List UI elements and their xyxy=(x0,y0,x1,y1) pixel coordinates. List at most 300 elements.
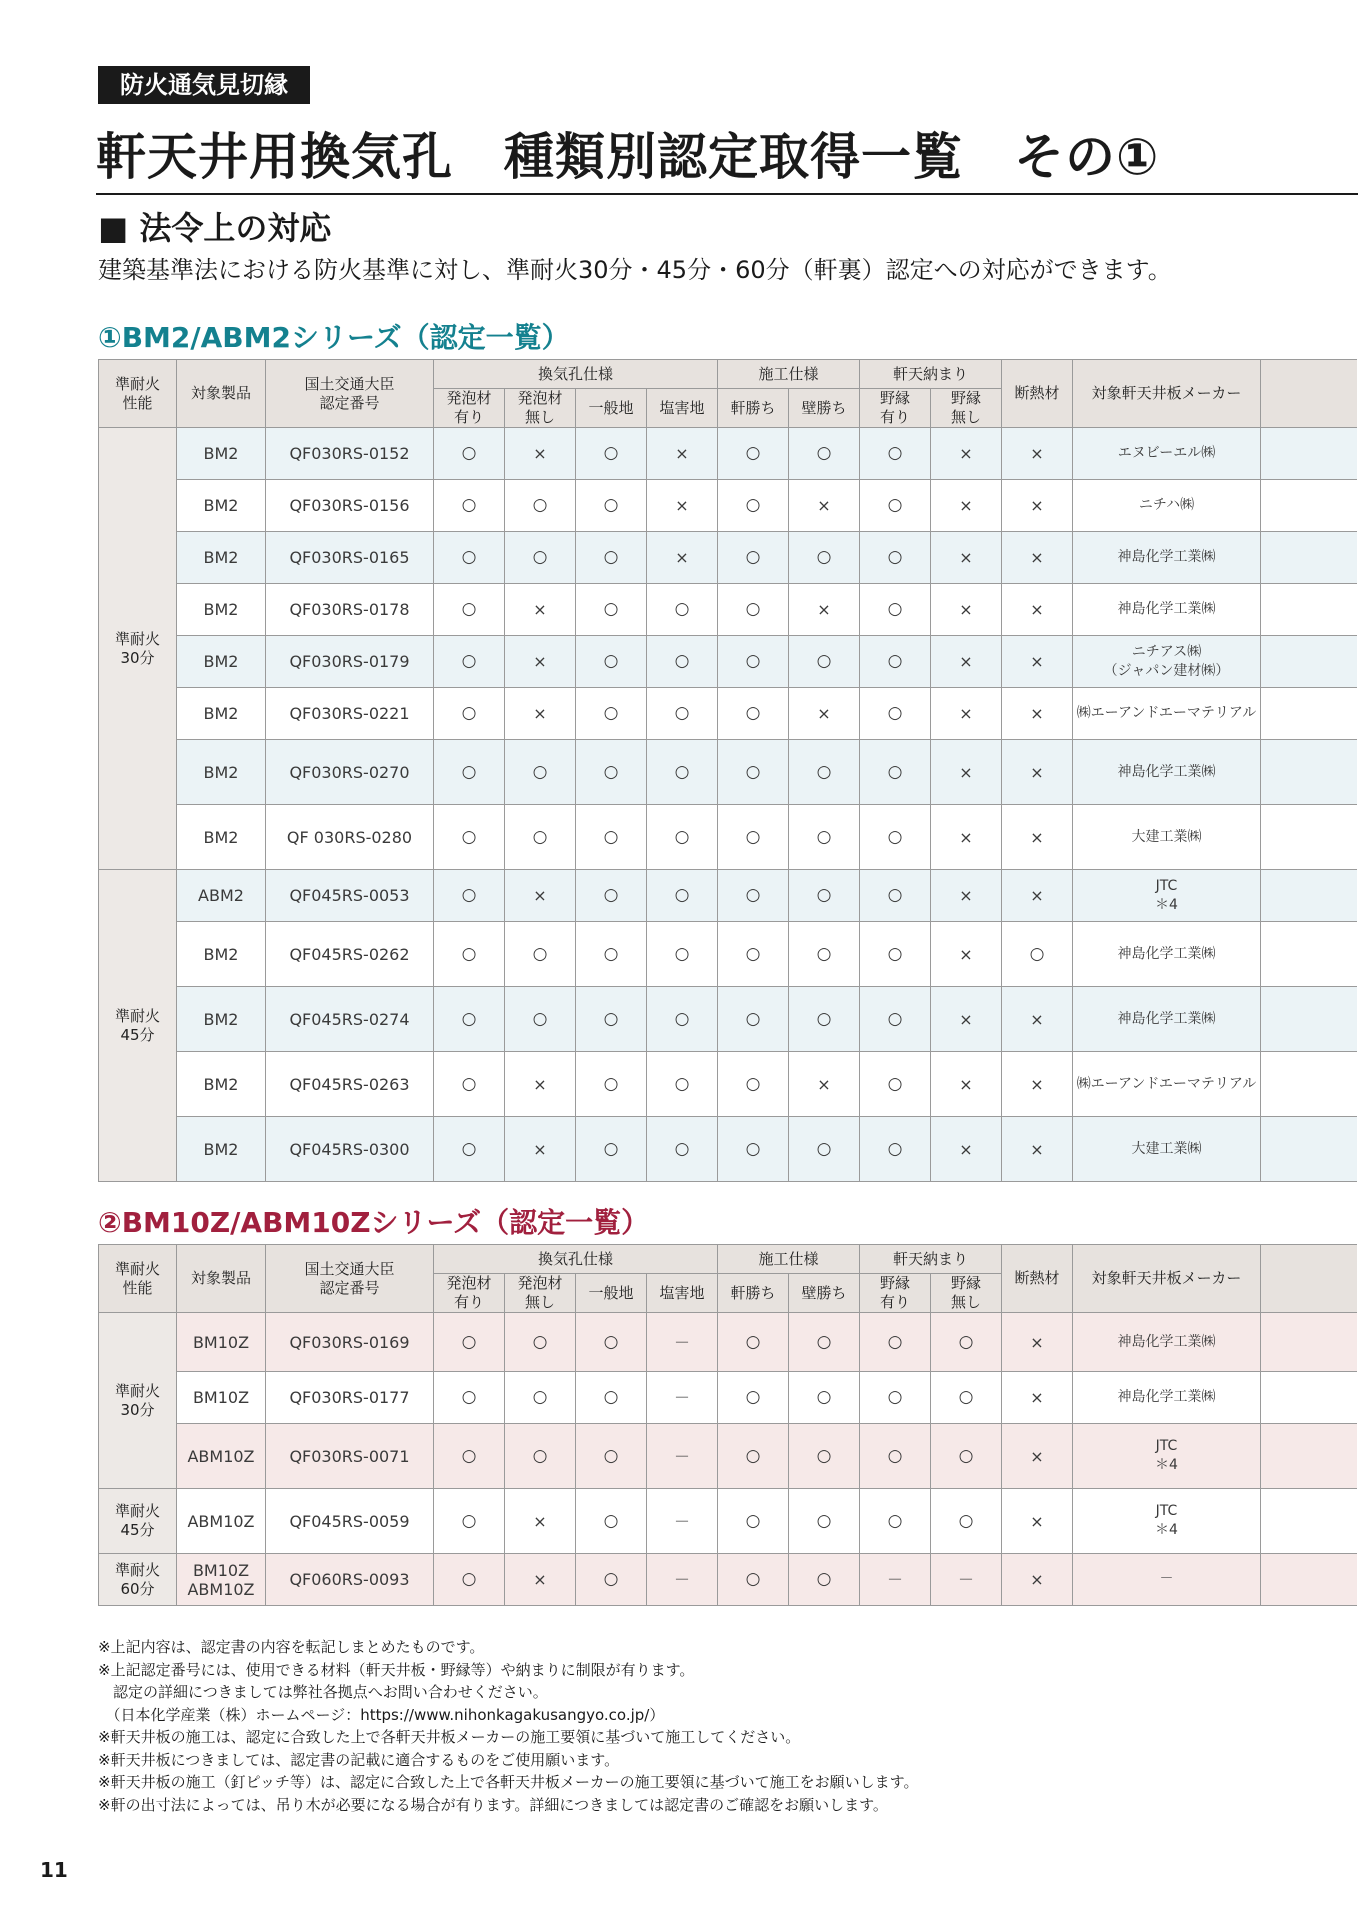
header-salt-area: 塩害地 xyxy=(647,1274,718,1313)
product-cell: BM2 xyxy=(177,987,266,1052)
spec-mark-cell: ○ xyxy=(434,870,505,922)
spec-mark-cell: × xyxy=(1002,1489,1073,1554)
spec-mark-cell: ○ xyxy=(505,1424,576,1489)
spec-mark-cell: ○ xyxy=(434,1489,505,1554)
maker-cell: 神島化学工業㈱ xyxy=(1073,1313,1261,1372)
spec-mark-cell: ○ xyxy=(718,987,789,1052)
table-row xyxy=(99,1489,1357,1554)
spec-mark-cell: × xyxy=(1002,1554,1073,1606)
spec-mark-cell: ○ xyxy=(505,1313,576,1372)
header-vent-spec: 換気孔仕様 xyxy=(434,360,718,389)
page-number: 11 xyxy=(40,1858,68,1882)
maker-cell: ㈱エーアンドエーマテリアル xyxy=(1073,1052,1261,1117)
header-approval-number: 国土交通大臣 認定番号 xyxy=(266,360,434,428)
blank-cell xyxy=(1261,1372,1357,1424)
spec-mark-cell: ○ xyxy=(931,1489,1002,1554)
header-construction-spec: 施工仕様 xyxy=(718,1245,860,1274)
approval-number-cell: QF045RS-0263 xyxy=(266,1052,434,1117)
note-line: ※軒天井板の施工は、認定に合致した上で各軒天井板メーカーの施工要領に基づいて施工してください。 xyxy=(98,1728,801,1746)
spec-mark-cell: × xyxy=(931,870,1002,922)
maker-cell: JTC ＊4 xyxy=(1073,1489,1261,1554)
product-cell: BM2 xyxy=(177,1052,266,1117)
spec-mark-cell: ○ xyxy=(718,480,789,532)
blank-cell xyxy=(1261,1052,1357,1117)
note-line: 認定の詳細につきましては弊社各拠点へお問い合わせください。 xyxy=(98,1683,548,1701)
spec-mark-cell: ○ xyxy=(860,688,931,740)
product-cell: ABM10Z xyxy=(177,1424,266,1489)
spec-mark-cell: ○ xyxy=(576,532,647,584)
spec-mark-cell: ○ xyxy=(576,922,647,987)
spec-mark-cell: ○ xyxy=(860,870,931,922)
spec-mark-cell: ○ xyxy=(576,870,647,922)
product-cell: BM2 xyxy=(177,1117,266,1182)
spec-mark-cell: ○ xyxy=(718,1117,789,1182)
table2-body xyxy=(99,1313,1357,1606)
maker-cell: JTC ＊4 xyxy=(1073,870,1261,922)
spec-mark-cell: ○ xyxy=(434,1424,505,1489)
blank-cell xyxy=(1261,636,1357,688)
blank-cell xyxy=(1261,1424,1357,1489)
spec-mark-cell: ○ xyxy=(505,532,576,584)
spec-mark-cell: ○ xyxy=(860,532,931,584)
header-approval-number: 国土交通大臣 認定番号 xyxy=(266,1245,434,1313)
spec-mark-cell: ○ xyxy=(647,688,718,740)
maker-cell: 神島化学工業㈱ xyxy=(1073,922,1261,987)
product-cell: ABM10Z xyxy=(177,1489,266,1554)
performance-group-label: 準耐火 30分 xyxy=(99,1313,177,1489)
spec-mark-cell: － xyxy=(647,1313,718,1372)
spec-mark-cell: ○ xyxy=(434,584,505,636)
spec-mark-cell: ○ xyxy=(576,1313,647,1372)
spec-mark-cell: ○ xyxy=(860,636,931,688)
spec-mark-cell: ○ xyxy=(647,636,718,688)
spec-mark-cell: × xyxy=(1002,1052,1073,1117)
approval-number-cell: QF030RS-0178 xyxy=(266,584,434,636)
spec-mark-cell: ○ xyxy=(789,532,860,584)
blank-cell xyxy=(1261,987,1357,1052)
table-row xyxy=(99,428,1357,480)
blank-cell xyxy=(1261,688,1357,740)
spec-mark-cell: ○ xyxy=(718,922,789,987)
table-row xyxy=(99,1117,1357,1182)
blank-cell xyxy=(1261,740,1357,805)
product-cell: BM2 xyxy=(177,428,266,480)
approval-number-cell: QF045RS-0059 xyxy=(266,1489,434,1554)
spec-mark-cell: ○ xyxy=(434,805,505,870)
maker-cell: － xyxy=(1073,1554,1261,1606)
spec-mark-cell: ○ xyxy=(789,636,860,688)
maker-cell: 大建工業㈱ xyxy=(1073,1117,1261,1182)
spec-mark-cell: × xyxy=(505,1117,576,1182)
spec-mark-cell: × xyxy=(789,480,860,532)
blank-cell xyxy=(1261,1313,1357,1372)
spec-mark-cell: ○ xyxy=(860,1424,931,1489)
spec-mark-cell: × xyxy=(789,584,860,636)
header-eaves-first: 軒勝ち xyxy=(718,1274,789,1313)
spec-mark-cell: × xyxy=(1002,688,1073,740)
spec-mark-cell: × xyxy=(647,480,718,532)
spec-mark-cell: ○ xyxy=(789,1554,860,1606)
header-wall-first: 壁勝ち xyxy=(789,389,860,428)
product-cell: ABM2 xyxy=(177,870,266,922)
spec-mark-cell: ○ xyxy=(434,1313,505,1372)
blank-cell xyxy=(1261,1554,1357,1606)
approval-number-cell: QF030RS-0179 xyxy=(266,636,434,688)
table1-body xyxy=(99,428,1357,1182)
page-title: 軒天井用換気孔 種類別認定取得一覧 その① xyxy=(96,128,1160,186)
maker-cell: ニチアス㈱ （ジャパン建材㈱） xyxy=(1073,636,1261,688)
spec-mark-cell: ○ xyxy=(789,1313,860,1372)
spec-mark-cell: × xyxy=(931,688,1002,740)
spec-mark-cell: ○ xyxy=(789,428,860,480)
spec-mark-cell: × xyxy=(931,740,1002,805)
blank-cell xyxy=(1261,870,1357,922)
approval-number-cell: QF030RS-0152 xyxy=(266,428,434,480)
product-cell: BM2 xyxy=(177,922,266,987)
spec-mark-cell: － xyxy=(647,1424,718,1489)
header-performance: 準耐火 性能 xyxy=(99,1245,177,1313)
approval-number-cell: QF030RS-0221 xyxy=(266,688,434,740)
product-cell: BM2 xyxy=(177,480,266,532)
blank-cell xyxy=(1261,805,1357,870)
spec-mark-cell: ○ xyxy=(718,1372,789,1424)
spec-mark-cell: × xyxy=(1002,1117,1073,1182)
approval-number-cell: QF030RS-0169 xyxy=(266,1313,434,1372)
spec-mark-cell: ○ xyxy=(576,1117,647,1182)
header-ceiling-finish: 軒天納まり xyxy=(860,360,1002,389)
spec-mark-cell: ○ xyxy=(647,740,718,805)
blank-cell xyxy=(1261,532,1357,584)
approval-number-cell: QF030RS-0071 xyxy=(266,1424,434,1489)
spec-mark-cell: － xyxy=(931,1554,1002,1606)
spec-mark-cell: ○ xyxy=(718,870,789,922)
spec-mark-cell: － xyxy=(647,1554,718,1606)
maker-cell: 神島化学工業㈱ xyxy=(1073,1372,1261,1424)
table-row xyxy=(99,688,1357,740)
note-line: ※上記内容は、認定書の内容を転記しまとめたものです。 xyxy=(98,1638,485,1656)
product-cell: BM2 xyxy=(177,584,266,636)
spec-mark-cell: × xyxy=(505,428,576,480)
spec-mark-cell: ○ xyxy=(789,870,860,922)
spec-mark-cell: ○ xyxy=(860,480,931,532)
spec-mark-cell: ○ xyxy=(434,1554,505,1606)
table-row xyxy=(99,870,1357,922)
maker-cell: 神島化学工業㈱ xyxy=(1073,740,1261,805)
note-line: ※軒の出寸法によっては、吊り木が必要になる場合が有ります。詳細につきましては認定書のご確認をお願いします。 xyxy=(98,1795,888,1814)
maker-cell: エヌビーエル㈱ xyxy=(1073,428,1261,480)
spec-mark-cell: ○ xyxy=(718,1052,789,1117)
spec-mark-cell: ○ xyxy=(718,688,789,740)
blank-cell xyxy=(1261,480,1357,532)
approval-number-cell: QF045RS-0053 xyxy=(266,870,434,922)
spec-mark-cell: ○ xyxy=(576,740,647,805)
spec-mark-cell: ○ xyxy=(434,1372,505,1424)
spec-mark-cell: × xyxy=(1002,870,1073,922)
approval-number-cell: QF045RS-0274 xyxy=(266,987,434,1052)
table-row xyxy=(99,584,1357,636)
spec-mark-cell: ○ xyxy=(434,428,505,480)
spec-mark-cell: ○ xyxy=(505,805,576,870)
spec-mark-cell: ○ xyxy=(647,922,718,987)
spec-mark-cell: ○ xyxy=(647,870,718,922)
spec-mark-cell: ○ xyxy=(434,1052,505,1117)
header-maker: 対象軒天井板メーカー xyxy=(1073,1245,1261,1313)
category-tag: 防火通気見切縁 xyxy=(98,66,310,104)
spec-mark-cell: ○ xyxy=(789,740,860,805)
header-wall-first: 壁勝ち xyxy=(789,1274,860,1313)
performance-group-label: 準耐火 30分 xyxy=(99,428,177,870)
product-cell: BM10Z xyxy=(177,1372,266,1424)
product-cell: BM2 xyxy=(177,805,266,870)
approval-number-cell: QF030RS-0156 xyxy=(266,480,434,532)
spec-mark-cell: ○ xyxy=(860,1052,931,1117)
header-general-area: 一般地 xyxy=(576,1274,647,1313)
header-construction-spec: 施工仕様 xyxy=(718,360,860,389)
table1-header xyxy=(99,360,1357,428)
spec-mark-cell: ○ xyxy=(718,1489,789,1554)
header-salt-area: 塩害地 xyxy=(647,389,718,428)
spec-mark-cell: ○ xyxy=(860,1313,931,1372)
spec-mark-cell: ○ xyxy=(789,922,860,987)
performance-group-label: 準耐火 60分 xyxy=(99,1554,177,1606)
table2-header xyxy=(99,1245,1357,1313)
spec-mark-cell: × xyxy=(931,1117,1002,1182)
spec-mark-cell: ○ xyxy=(718,740,789,805)
performance-group-label: 準耐火 45分 xyxy=(99,1489,177,1554)
header-insulation: 断熱材 xyxy=(1002,360,1073,428)
spec-mark-cell: ○ xyxy=(789,987,860,1052)
blank-cell xyxy=(1261,1117,1357,1182)
title-divider xyxy=(96,193,1358,195)
spec-mark-cell: ○ xyxy=(434,532,505,584)
note-line: （日本化学産業（株）ホームページ：https://www.nihonkagakusangyo.co.jp/） xyxy=(98,1705,665,1724)
spec-mark-cell: ○ xyxy=(576,987,647,1052)
spec-mark-cell: ○ xyxy=(718,1313,789,1372)
spec-mark-cell: × xyxy=(505,688,576,740)
header-general-area: 一般地 xyxy=(576,389,647,428)
blank-cell xyxy=(1261,428,1357,480)
spec-mark-cell: × xyxy=(931,805,1002,870)
spec-mark-cell: × xyxy=(1002,584,1073,636)
header-edge-no: 野縁 無し xyxy=(931,1274,1002,1313)
section-lead: 建築基準法における防火基準に対し、準耐火30分・45分・60分（軒裏）認定への対応ができます。 xyxy=(98,256,1172,284)
spec-mark-cell: × xyxy=(505,1052,576,1117)
spec-mark-cell: × xyxy=(647,428,718,480)
spec-mark-cell: ○ xyxy=(576,480,647,532)
maker-cell: JTC ＊4 xyxy=(1073,1424,1261,1489)
header-eaves-first: 軒勝ち xyxy=(718,389,789,428)
header-foam-no: 発泡材 無し xyxy=(505,1274,576,1313)
spec-mark-cell: ○ xyxy=(434,987,505,1052)
spec-mark-cell: ○ xyxy=(576,1052,647,1117)
spec-mark-cell: × xyxy=(1002,636,1073,688)
header-product: 対象製品 xyxy=(177,1245,266,1313)
spec-mark-cell: ○ xyxy=(576,688,647,740)
spec-mark-cell: ○ xyxy=(647,805,718,870)
spec-mark-cell: ○ xyxy=(718,805,789,870)
table-row xyxy=(99,1424,1357,1489)
bm10z-approval-table xyxy=(98,1244,1357,1606)
table-row xyxy=(99,1052,1357,1117)
spec-mark-cell: － xyxy=(647,1372,718,1424)
spec-mark-cell: ○ xyxy=(860,805,931,870)
section-heading: ■ 法令上の対応 xyxy=(98,209,332,247)
note-line: ※軒天井板につきましては、認定書の記載に適合するものをご使用願います。 xyxy=(98,1750,620,1769)
spec-mark-cell: ○ xyxy=(789,1117,860,1182)
spec-mark-cell: ○ xyxy=(434,480,505,532)
table-row xyxy=(99,922,1357,987)
spec-mark-cell: ○ xyxy=(434,740,505,805)
product-cell: BM10Z xyxy=(177,1313,266,1372)
spec-mark-cell: ○ xyxy=(718,1554,789,1606)
spec-mark-cell: × xyxy=(1002,1313,1073,1372)
spec-mark-cell: ○ xyxy=(434,1117,505,1182)
table-row xyxy=(99,805,1357,870)
spec-mark-cell: ○ xyxy=(789,1424,860,1489)
approval-number-cell: QF030RS-0177 xyxy=(266,1372,434,1424)
header-edge-yes: 野縁 有り xyxy=(860,1274,931,1313)
spec-mark-cell: ○ xyxy=(505,987,576,1052)
spec-mark-cell: ○ xyxy=(860,922,931,987)
spec-mark-cell: ○ xyxy=(718,1424,789,1489)
spec-mark-cell: ○ xyxy=(718,532,789,584)
spec-mark-cell: ○ xyxy=(860,1489,931,1554)
spec-mark-cell: ○ xyxy=(789,1489,860,1554)
spec-mark-cell: ○ xyxy=(505,480,576,532)
spec-mark-cell: ○ xyxy=(576,1372,647,1424)
header-vent-spec: 換気孔仕様 xyxy=(434,1245,718,1274)
maker-cell: ㈱エーアンドエーマテリアル xyxy=(1073,688,1261,740)
spec-mark-cell: × xyxy=(1002,987,1073,1052)
table1-title: ①BM2/ABM2シリーズ（認定一覧） xyxy=(98,321,570,354)
maker-cell: ニチハ㈱ xyxy=(1073,480,1261,532)
spec-mark-cell: ○ xyxy=(860,1372,931,1424)
note-line: ※上記認定番号には、使用できる材料（軒天井板・野縁等）や納まりに制限が有ります。 xyxy=(98,1660,695,1679)
spec-mark-cell: × xyxy=(1002,428,1073,480)
spec-mark-cell: × xyxy=(505,1554,576,1606)
spec-mark-cell: ○ xyxy=(718,428,789,480)
spec-mark-cell: ○ xyxy=(931,1424,1002,1489)
approval-number-cell: QF030RS-0165 xyxy=(266,532,434,584)
spec-mark-cell: × xyxy=(1002,805,1073,870)
maker-cell: 神島化学工業㈱ xyxy=(1073,987,1261,1052)
spec-mark-cell: × xyxy=(931,987,1002,1052)
spec-mark-cell: × xyxy=(931,428,1002,480)
approval-number-cell: QF030RS-0270 xyxy=(266,740,434,805)
table-row xyxy=(99,532,1357,584)
header-blank xyxy=(1261,1245,1357,1313)
approval-number-cell: QF060RS-0093 xyxy=(266,1554,434,1606)
spec-mark-cell: ○ xyxy=(860,740,931,805)
spec-mark-cell: ○ xyxy=(647,584,718,636)
spec-mark-cell: × xyxy=(1002,1424,1073,1489)
spec-mark-cell: ○ xyxy=(718,636,789,688)
spec-mark-cell: ○ xyxy=(434,636,505,688)
spec-mark-cell: ○ xyxy=(576,428,647,480)
header-edge-yes: 野縁 有り xyxy=(860,389,931,428)
spec-mark-cell: ○ xyxy=(647,1052,718,1117)
spec-mark-cell: ○ xyxy=(434,688,505,740)
bm2-approval-table xyxy=(98,359,1357,1182)
spec-mark-cell: ○ xyxy=(505,922,576,987)
spec-mark-cell: ○ xyxy=(789,1372,860,1424)
spec-mark-cell: ○ xyxy=(931,1313,1002,1372)
product-cell: BM2 xyxy=(177,636,266,688)
header-ceiling-finish: 軒天納まり xyxy=(860,1245,1002,1274)
header-edge-no: 野縁 無し xyxy=(931,389,1002,428)
maker-cell: 神島化学工業㈱ xyxy=(1073,584,1261,636)
spec-mark-cell: ○ xyxy=(789,805,860,870)
header-performance: 準耐火 性能 xyxy=(99,360,177,428)
performance-group-label: 準耐火 45分 xyxy=(99,870,177,1182)
product-cell: BM2 xyxy=(177,688,266,740)
product-cell: BM2 xyxy=(177,532,266,584)
spec-mark-cell: ○ xyxy=(576,1554,647,1606)
approval-number-cell: QF045RS-0300 xyxy=(266,1117,434,1182)
table-row xyxy=(99,987,1357,1052)
spec-mark-cell: ○ xyxy=(576,636,647,688)
header-insulation: 断熱材 xyxy=(1002,1245,1073,1313)
header-maker: 対象軒天井板メーカー xyxy=(1073,360,1261,428)
product-cell: BM10Z ABM10Z xyxy=(177,1554,266,1606)
spec-mark-cell: × xyxy=(931,922,1002,987)
maker-cell: 神島化学工業㈱ xyxy=(1073,532,1261,584)
blank-cell xyxy=(1261,584,1357,636)
spec-mark-cell: × xyxy=(931,532,1002,584)
spec-mark-cell: ○ xyxy=(505,1372,576,1424)
spec-mark-cell: ○ xyxy=(434,922,505,987)
header-foam-no: 発泡材 無し xyxy=(505,389,576,428)
spec-mark-cell: － xyxy=(860,1554,931,1606)
header-blank xyxy=(1261,360,1357,428)
spec-mark-cell: × xyxy=(1002,532,1073,584)
table-row xyxy=(99,1372,1357,1424)
maker-cell: 大建工業㈱ xyxy=(1073,805,1261,870)
spec-mark-cell: × xyxy=(505,870,576,922)
blank-cell xyxy=(1261,1489,1357,1554)
blank-cell xyxy=(1261,922,1357,987)
spec-mark-cell: × xyxy=(1002,740,1073,805)
table-row xyxy=(99,1554,1357,1606)
spec-mark-cell: ○ xyxy=(576,1424,647,1489)
spec-mark-cell: ○ xyxy=(860,584,931,636)
approval-number-cell: QF045RS-0262 xyxy=(266,922,434,987)
spec-mark-cell: ○ xyxy=(647,1117,718,1182)
table-row xyxy=(99,636,1357,688)
note-line: ※軒天井板の施工（釘ピッチ等）は、認定に合致した上で各軒天井板メーカーの施工要領に基づいて施工をお願いします。 xyxy=(98,1773,919,1791)
notes xyxy=(98,1636,918,1816)
spec-mark-cell: ○ xyxy=(576,1489,647,1554)
table2-title: ②BM10Z/ABM10Zシリーズ（認定一覧） xyxy=(98,1206,650,1239)
approval-number-cell: QF 030RS-0280 xyxy=(266,805,434,870)
spec-mark-cell: × xyxy=(505,1489,576,1554)
spec-mark-cell: × xyxy=(931,480,1002,532)
header-foam-yes: 発泡材 有り xyxy=(434,389,505,428)
spec-mark-cell: ○ xyxy=(576,805,647,870)
spec-mark-cell: ○ xyxy=(505,740,576,805)
spec-mark-cell: ○ xyxy=(576,584,647,636)
table-row xyxy=(99,740,1357,805)
spec-mark-cell: × xyxy=(505,636,576,688)
spec-mark-cell: ○ xyxy=(718,584,789,636)
header-foam-yes: 発泡材 有り xyxy=(434,1274,505,1313)
spec-mark-cell: ○ xyxy=(860,987,931,1052)
table-row xyxy=(99,1313,1357,1372)
spec-mark-cell: × xyxy=(931,1052,1002,1117)
spec-mark-cell: × xyxy=(789,1052,860,1117)
spec-mark-cell: ○ xyxy=(647,987,718,1052)
spec-mark-cell: × xyxy=(647,532,718,584)
